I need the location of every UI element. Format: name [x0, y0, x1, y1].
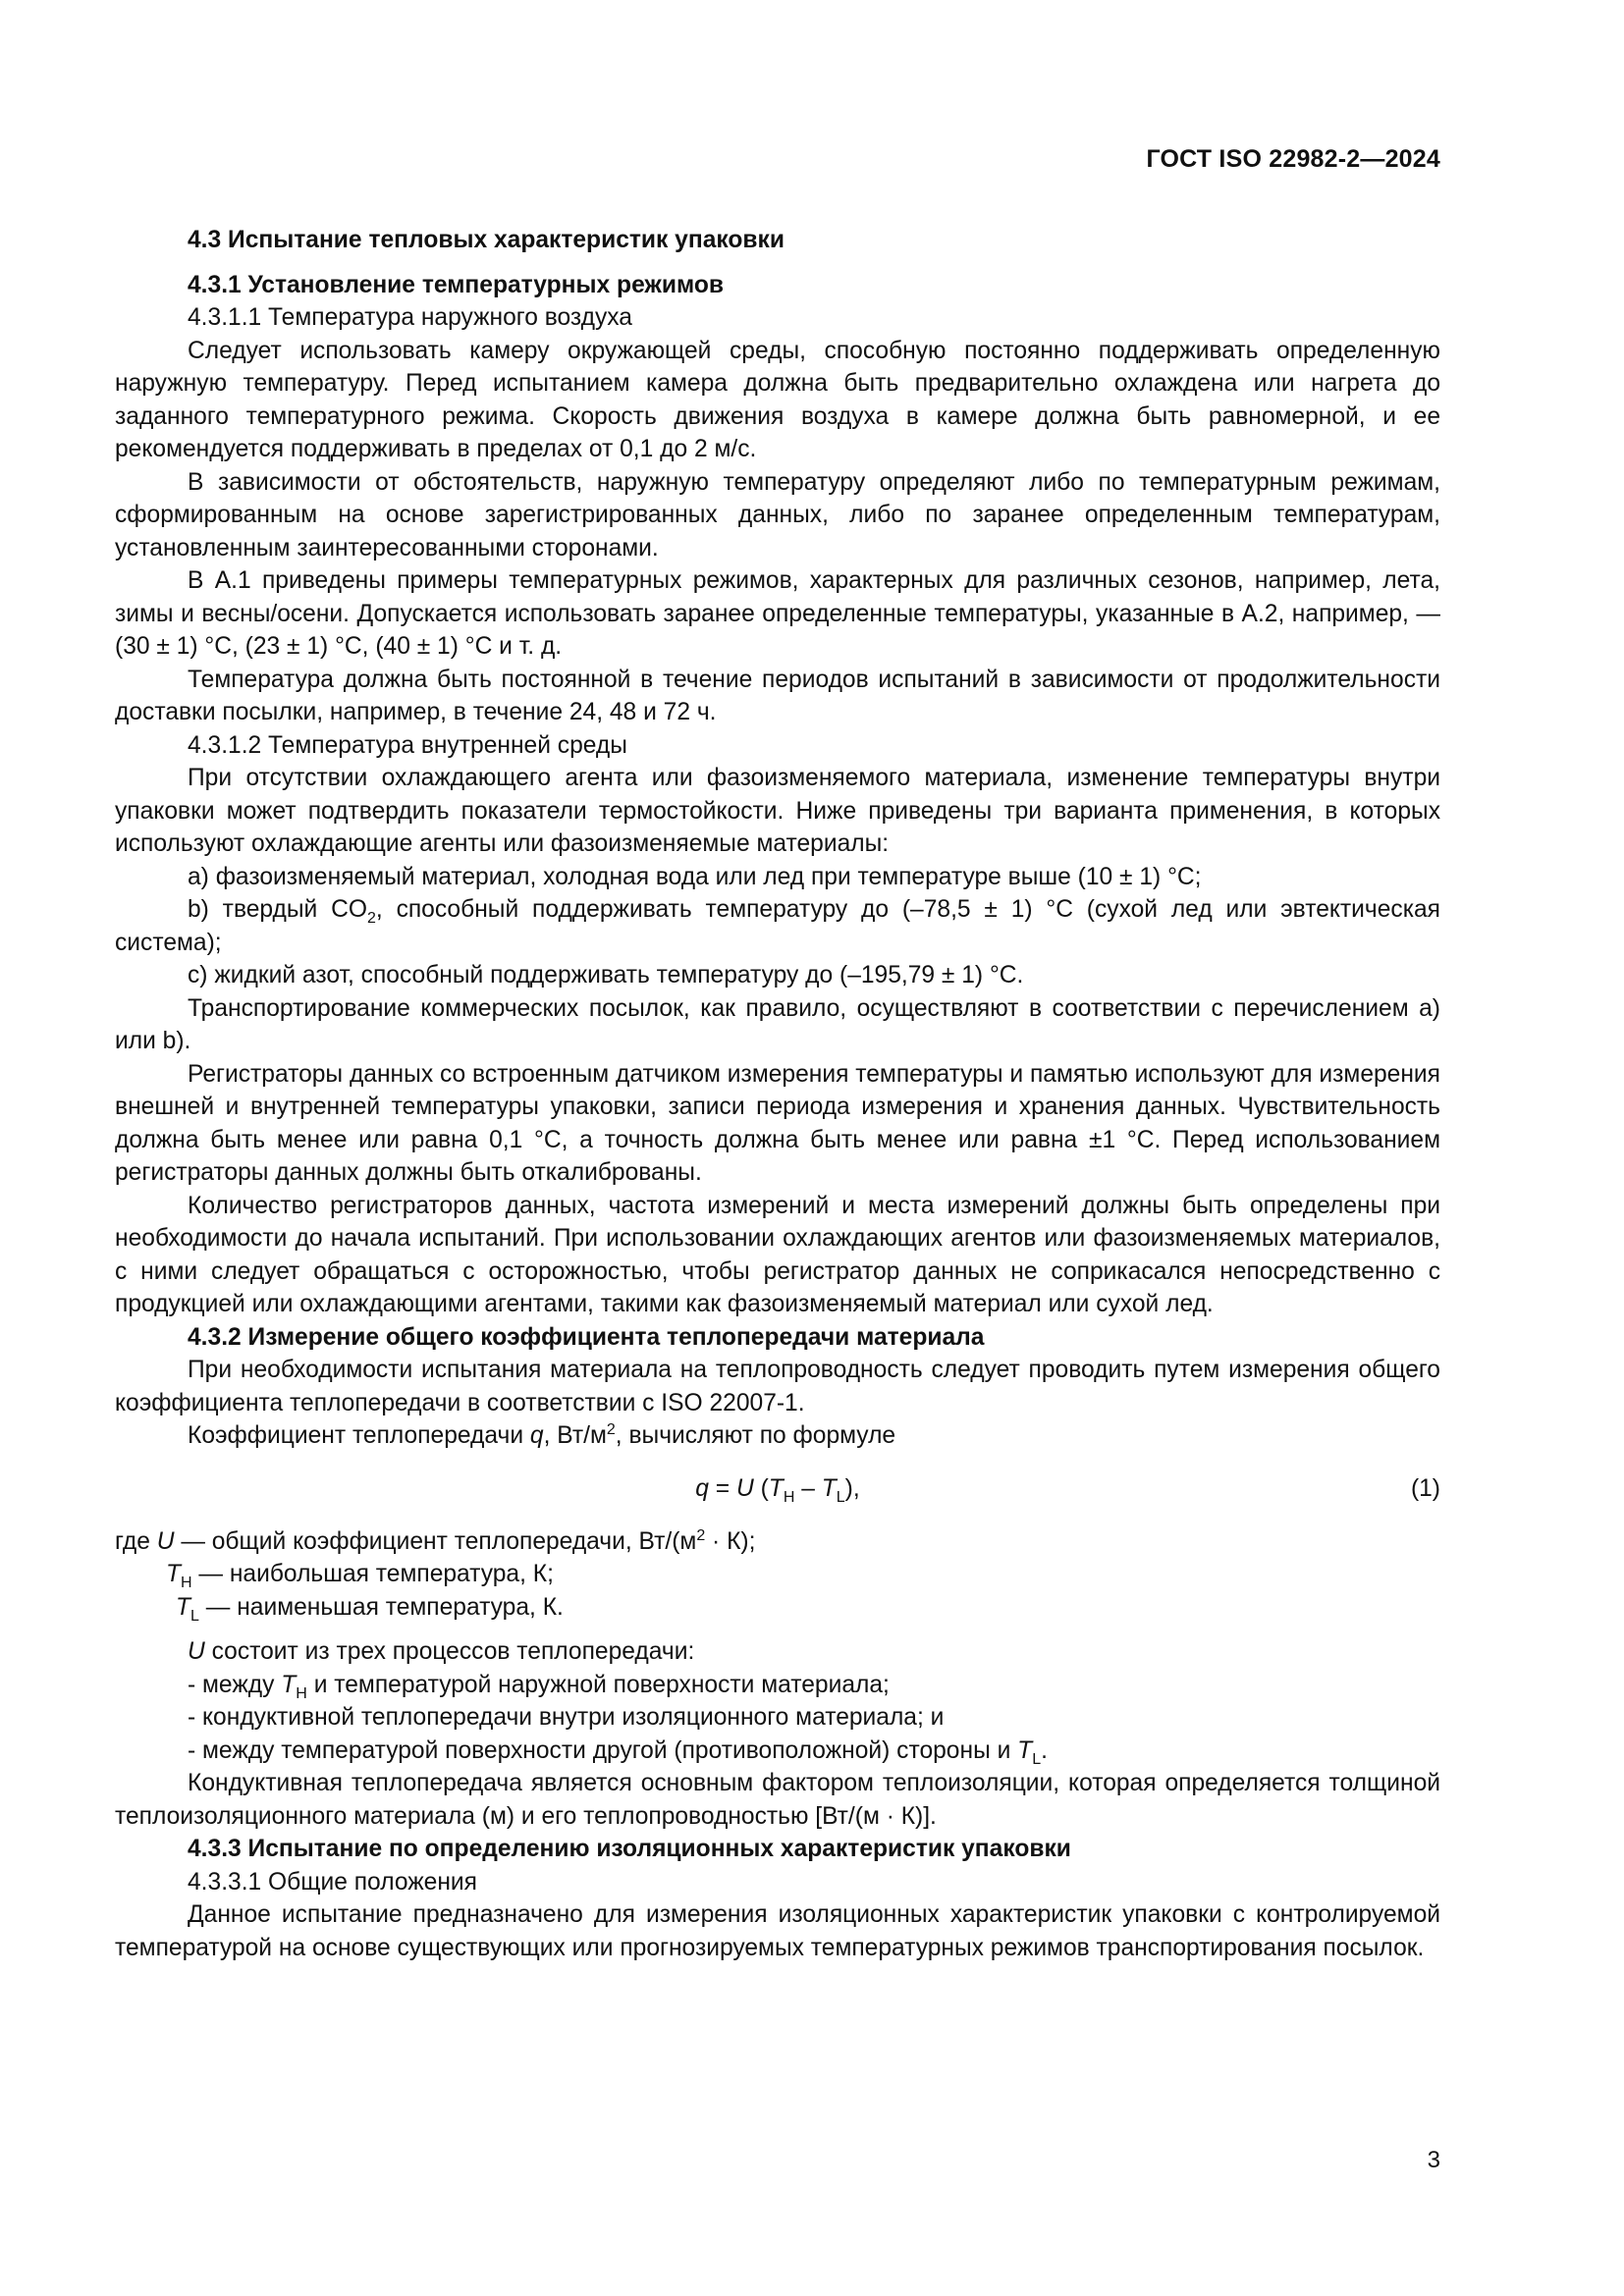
section-heading-4-3-3: 4.3.3 Испытание по определению изоляционных характеристик упаковки [188, 1836, 1071, 1862]
document-body [115, 224, 1440, 1964]
formula-1 [115, 1468, 1440, 1512]
section-heading-4-3-2: 4.3.2 Измерение общего коэффициента теплопередачи материала [188, 1323, 985, 1351]
paragraph: Данное испытание предназначено для измерения изоляционных характеристик упаковки с контролируемой температурой на основе существующих или прогнозируемых температурных режимов транспортирования посылок. [115, 1901, 1440, 1961]
paragraph: Регистраторы данных со встроенным датчиком измерения температуры и памятью используют для измерения внешней и внутренней температуры упаковки, записи периода измерения и хранения данных. Чувствительность должна быть менее или равна 0,1 °С, а точность должна быть менее или равна ±1 °С. Перед использованием регистраторы данных должны быть откалиброваны. [115, 1060, 1440, 1186]
section-heading-4-3-1: 4.3.1 Установление температурных режимов [188, 271, 724, 298]
paragraph-u-processes: U состоит из трех процессов теплопередачи: [188, 1638, 695, 1665]
paragraph: В А.1 приведены примеры температурных режимов, характерных для различных сезонов, например, лета, зимы и весны/осени. Допускается использовать заранее определенные температуры, указанные в А.2, например, — (30 ± 1) °С, (23 ± 1) °С, (40 ± 1) °С и т. д. [115, 567, 1440, 660]
page-number: 3 [1427, 2147, 1440, 2173]
paragraph: В зависимости от обстоятельств, наружную температуру определяют либо по температурным режимам, сформированным на основе зарегистрированных данных, либо по заранее определенным температурам, установленным заинтересованными сторонами. [115, 468, 1440, 561]
list-item-process-2: - кондуктивной теплопередачи внутри изоляционного материала; и [188, 1704, 945, 1731]
list-item-b: b) твердый $CO_2$, способный поддерживать температуру до (–78,5 ± 1) °С (сухой лед или эвтектическая система); [115, 896, 1440, 956]
where-definition-u: где U — общий коэффициент теплопередачи, $Вт/(м^2 \cdot К)$; [115, 1526, 756, 1555]
paragraph: При отсутствии охлаждающего агента или фазоизменяемого материала, изменение температуры внутри упаковки может подтвердить показатели термостойкости. Ниже приведены три варианта применения, в которых используют охлаждающие агенты или фазоизменяемые материалы: [115, 765, 1440, 857]
paragraph: Транспортирование коммерческих посылок, как правило, осуществляют в соответствии с перечислением а) или b). [115, 994, 1440, 1054]
paragraph: Температура должна быть постоянной в течение периодов испытаний в зависимости от продолжительности доставки посылки, например, в течение 24, 48 и 72 ч. [115, 666, 1440, 725]
section-heading-4-3: 4.3 Испытание тепловых характеристик упаковки [188, 227, 785, 253]
list-item-process-1: - между $T_H$ и температурой наружной поверхности материала; [188, 1671, 890, 1702]
list-item-process-3: - между температурой поверхности другой (противоположной) стороны и $T_L$. [188, 1736, 1048, 1768]
subsection-heading-4-3-1-1: 4.3.1.1 Температура наружного воздуха [188, 304, 632, 331]
formula-number: (1) [1410, 1474, 1440, 1502]
where-definition-tl: $T_L$ — наименьшая температура, К. [176, 1593, 564, 1625]
paragraph: Количество регистраторов данных, частота измерений и места измерений должны быть определены при необходимости до начала испытаний. При использовании охлаждающих агентов или фазоизменяемых материалов, с ними следует обращаться с осторожностью, чтобы регистратор данных не соприкасался непосредственно с продукцией или охлаждающими агентами, такими как фазоизменяемый материал или сухой лед. [115, 1192, 1440, 1317]
paragraph-formula-intro: Коэффициент теплопередачи q, $Вт/м^2$, вычисляют по формуле [188, 1420, 896, 1449]
list-item-a: а) фазоизменяемый материал, холодная вода или лед при температуре выше (10 ± 1) °С; [188, 863, 1202, 890]
formula-expression: q = U $(T_H - T_L)$, [695, 1474, 860, 1506]
paragraph: Кондуктивная теплопередача является основным фактором теплоизоляции, которая определяется толщиной теплоизоляционного материала (м) и его теплопроводностью [Вт/(м · К)]. [115, 1770, 1440, 1830]
list-item-c: с) жидкий азот, способный поддерживать температуру до (–195,79 ± 1) °С. [188, 962, 1024, 988]
paragraph: При необходимости испытания материала на теплопроводность следует проводить путем измерения общего коэффициента теплопередачи в соответствии с ISO 22007-1. [115, 1357, 1440, 1416]
subsection-heading-4-3-1-2: 4.3.1.2 Температура внутренней среды [188, 731, 627, 759]
subsection-heading-4-3-3-1: 4.3.3.1 Общие положения [188, 1868, 477, 1896]
paragraph: Следует использовать камеру окружающей среды, способную постоянно поддерживать определенную наружную температуру. Перед испытанием камера должна быть предварительно охлаждена или нагрета до заданного температурного режима. Скорость движения воздуха в камере должна быть равномерной, и ее рекомендуется поддерживать в пределах от 0,1 до 2 м/с. [115, 337, 1440, 462]
where-definition-th: $T_Н$ — наибольшая температура, К; [166, 1561, 554, 1591]
document-header: ГОСТ ISO 22982-2—2024 [1146, 145, 1440, 173]
